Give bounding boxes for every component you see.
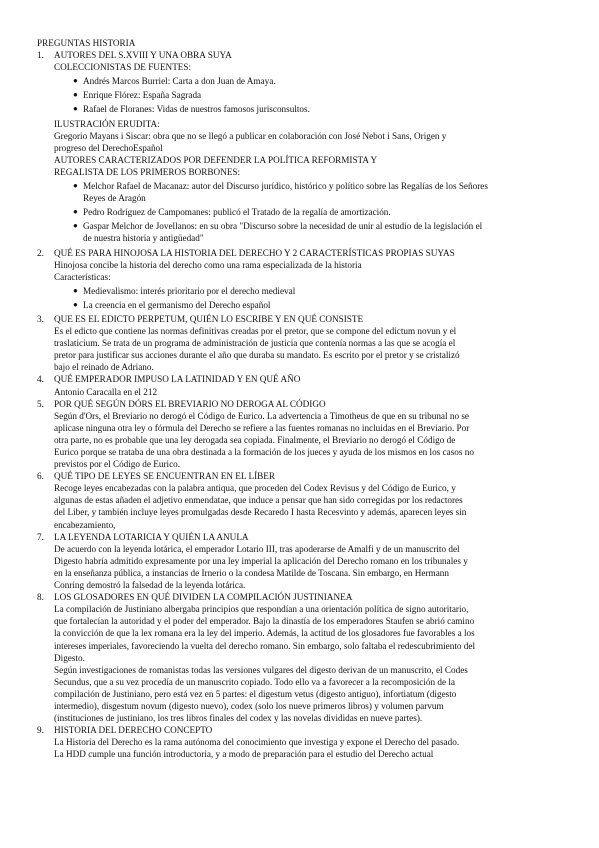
paragraph-line: La HDD cumple una función introductoria, y a modo de preparación para el estudio del Derecho actual xyxy=(54,749,434,760)
paragraph-line: aplicase ninguna otra ley o fórmula del Derecho se refiere a las fuentes romanas no incluidas en el Breviario. Por xyxy=(54,422,470,433)
paragraph-line: Antonio Caracalla en el 212 xyxy=(54,386,158,397)
question-number: 9. xyxy=(37,725,44,736)
bullet-icon: ● xyxy=(73,104,78,114)
paragraph-line: en la enseñanza pública, a instancias de Irnerio o la condesa Matilde de Toscana. Sin embargo, en Hermann xyxy=(54,567,449,578)
bullet-list xyxy=(54,180,567,244)
bullet-icon: ● xyxy=(73,181,78,191)
section-subheading: REGALISTA DE LOS PRIMEROS BORBONES: xyxy=(54,166,241,177)
question-heading: QUÉ TIPO DE LEYES SE ENCUENTRAN EN EL LÍBER xyxy=(54,471,275,482)
question-heading: QUÉ ES PARA HINOJOSA LA HISTORIA DEL DERECHO Y 2 CARACTERÍSTICAS PROPIAS SUYAS xyxy=(54,247,455,258)
bullet-icon: ● xyxy=(73,76,78,86)
bullet-list xyxy=(54,285,567,311)
list-item: ● Pedro Rodríguez de Campomanes: publicó el Tratado de la regalía de amortización. xyxy=(73,207,391,218)
bullet-list xyxy=(54,75,567,115)
list-item: ● Melchor Rafael de Macanaz: autor del Discurso jurídico, histórico y político sobre las Regalías de los Señores Reyes de Aragón xyxy=(73,181,488,204)
paragraph-line: intereses imperiales, favoreciendo la vuelta del derecho romano. Sin embargo, solo faltaba el redescubrimiento del xyxy=(54,640,476,651)
question-4 xyxy=(37,373,567,397)
paragraph-line: traslaticium. Se trata de un programa de administración de justicia que contenía normas a las que se acogía el xyxy=(54,338,456,349)
list-item: ● Rafael de Floranes: Vidas de nuestros famosos jurisconsultos. xyxy=(73,104,310,115)
paragraph-line: Eurico porque se trataba de una obra destinada a la formación de los jueces y ayuda de los mismos en los casos no xyxy=(54,447,474,457)
section-subheading: AUTORES CARACTERIZADOS POR DEFENDER LA POLÍTICA REFORMISTA Y xyxy=(54,154,378,165)
question-2 xyxy=(37,247,567,311)
paragraph-line: pretor para justificar sus acciones durante el año que duraba su mandato. Es escrito por el pretor y se cristalizó xyxy=(54,350,460,361)
paragraph-line: progreso del DerechoEspañol xyxy=(54,142,163,153)
document-page xyxy=(37,37,567,760)
bullet-icon: ● xyxy=(73,221,78,231)
section-subheading: COLECCIONISTAS DE FUENTES: xyxy=(54,62,192,73)
bullet-icon: ● xyxy=(73,299,78,309)
list-item: ● Enrique Flórez: España Sagrada xyxy=(73,90,202,101)
question-9 xyxy=(37,724,567,760)
paragraph-line: que fortalecían la autoridad y el poder del emperador. Bajo la dinastía de los emperadores Staufen se abrió camino xyxy=(54,616,475,627)
paragraph-line: La compilación de Justiniano albergaba principios que respondían a una orientación política de signo autoritario, xyxy=(54,604,469,615)
paragraph-line: bajo el reinado de Adriano. xyxy=(54,362,154,373)
question-5 xyxy=(37,398,567,471)
question-heading: POR QUÉ SEGÚN DÓRS EL BREVIARIO NO DEROGA AL CÓDIGO xyxy=(54,398,326,409)
section-subheading: Características: xyxy=(54,271,111,282)
question-heading: LOS GLOSADORES EN QUÉ DIVIDEN LA COMPILACIÓN JUSTINIANEA xyxy=(54,592,353,603)
list-item: ● Gaspar Melchor de Jovellanos: en su obra "Discurso sobre la necesidad de unir al estudio de la legislación el de nuestra historia y antigüedad" xyxy=(73,221,483,244)
question-number: 2. xyxy=(37,247,44,258)
question-heading: QUÉ EMPERADOR IMPUSO LA LATINIDAD Y EN QUÉ AÑO xyxy=(54,374,301,385)
bullet-icon: ● xyxy=(73,285,78,295)
paragraph-line: Secundus, que a su vez procedía de un manuscrito copiado. Todo ello va a favorecer a la recomposición de la xyxy=(54,676,455,687)
question-number: 4. xyxy=(37,374,44,385)
paragraph-line: compilación de Justiniano, pero está vez en 5 partes: el digestum vetus (digesto antiguo), infortiatum (digesto xyxy=(54,688,457,699)
question-number: 8. xyxy=(37,592,44,603)
list-item: ● Medievalismo: interés prioritario por el derecho medieval xyxy=(73,285,296,296)
question-number: 6. xyxy=(37,471,44,482)
section-subheading: ILUSTRACIÓN ERUDITA: xyxy=(54,118,160,129)
paragraph-line: Conring demostró la falsedad de la leyenda lotárica. xyxy=(54,580,246,591)
paragraph-line: Es el edicto que contiene las normas definitivas creadas por el pretor, que se compone del edictum novun y el xyxy=(54,326,457,337)
paragraph-line: Según investigaciones de romanistas todas las versiones vulgares del digesto derivan de un manuscrito, el Codes xyxy=(54,664,468,675)
paragraph-line: la convicción de que la lex romana era la ley del imperio. Además, la actitud de los glosadores fue favorables a los xyxy=(54,628,475,639)
question-heading: HISTORIA DEL DERECHO CONCEPTO xyxy=(54,725,213,736)
paragraph-line: Digesto habría admitido expresamente por una ley imperial la aplicación del Derecho romano en los tribunales y xyxy=(54,555,468,566)
paragraph-line: (instituciones de justiniano, los tres libros finales del codex y las novelas divididas en nueve partes). xyxy=(54,713,423,724)
paragraph-line: Recoge leyes encabezadas con la palabra antiqua, que proceden del Codex Revisus y del Código de Eurico, y xyxy=(54,483,456,494)
paragraph-line: Hinojosa concibe la historia del derecho como una rama especializada de la historia xyxy=(54,259,362,270)
paragraph-line: De acuerdo con la leyenda lotárica, el emperador Lotario III, tras apoderarse de Amalfi y de un manuscrito del xyxy=(54,543,460,554)
question-1 xyxy=(37,49,567,244)
question-number: 5. xyxy=(37,398,44,409)
question-heading: QUE ES EL EDICTO PERPETUM, QUIÉN LO ESCRIBE Y EN QUÉ CONSISTE xyxy=(54,313,364,324)
paragraph-line: previstos por el Código de Eurico. xyxy=(54,459,181,470)
bullet-icon: ● xyxy=(73,90,78,100)
paragraph-line: Gregorio Mayans i Siscar: obra que no se llegó a publicar en colaboración con José Nebot i Sans, Origen y xyxy=(54,130,447,141)
question-heading: LA LEYENDA LOTARICIA Y QUIÉN LA ANULA xyxy=(54,531,249,542)
question-6 xyxy=(37,470,567,530)
paragraph-line: intermedio), disgestum novum (digesto nuevo), codex (solo los nueve primeros libros) y volumen parvum xyxy=(54,700,444,711)
question-8 xyxy=(37,591,567,724)
list-item: ● La creencia en el germanismo del Derecho español xyxy=(73,299,271,310)
paragraph-line: algunas de estas añaden el adjetivo enmendatae, que induce a pensar que han sido corregidas por los redactores xyxy=(54,495,463,506)
question-number: 7. xyxy=(37,531,44,542)
question-7 xyxy=(37,531,567,591)
paragraph-line: Según d'Ors, el Breviario no derogó el Código de Eurico. La advertencia a Timotheus de que en su tribunal no se xyxy=(54,410,469,421)
paragraph-line: otra parte, no es probable que una ley derogada sea copiada. Finalmente, el Breviario no derogó el Código de xyxy=(54,434,456,445)
question-heading: AUTORES DEL S.XVIII Y UNA OBRA SUYA xyxy=(54,50,232,61)
paragraph-line: Digesto. xyxy=(54,652,85,663)
list-item: ● Andrés Marcos Burriel: Carta a don Juan de Amaya. xyxy=(73,76,276,87)
paragraph-line: del Liber, y también incluye leyes promulgadas desde Recaredo I hasta Recesvinto y además, aparecen leyes sin xyxy=(54,507,467,518)
bullet-icon: ● xyxy=(73,207,78,217)
question-number: 1. xyxy=(37,50,44,61)
question-3 xyxy=(37,313,567,373)
paragraph-line: La Historia del Derecho es la rama autónoma del conocimiento que investiga y expone el Derecho del pasado. xyxy=(54,737,460,748)
question-number: 3. xyxy=(37,313,44,324)
document-title: PREGUNTAS HISTORIA xyxy=(37,38,136,48)
paragraph-line: encabezamiento, xyxy=(54,519,116,530)
